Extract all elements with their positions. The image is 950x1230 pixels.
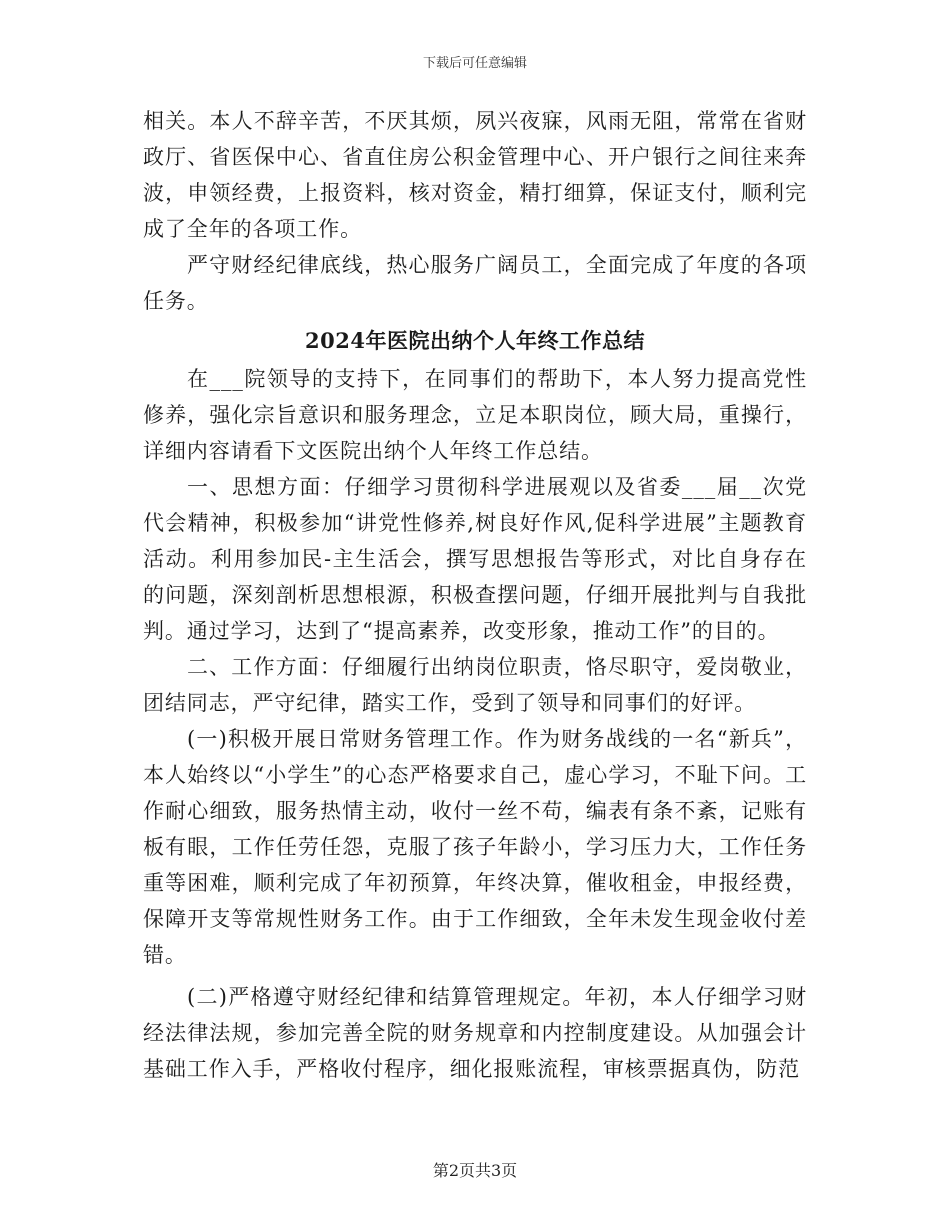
document-body (143, 103, 807, 1087)
paragraph-ideology: 一、思想方面：仔细学习贯彻科学进展观以及省委___届__次党代会精神，积极参加“讲党性修养,树良好作风,促科学进展”主题教育活动。利用参加民-主生活会，撰写思想报告等形式，对比自身存在的问题，深刻剖析思想根源，积极查摆问题，仔细开展批判与自我批判。通过学习，达到了“提高素养，改变形象，推动工作”的目的。 (143, 475, 807, 643)
page-header: 下载后可任意编辑 (422, 56, 527, 71)
paragraph-continuation: 相关。本人不辞辛苦，不厌其烦，夙兴夜寐，风雨无阻，常常在省财政厅、省医保中心、省直住房公积金管理中心、开户银行之间往来奔波，申领经费，上报资料，核对资金，精打细算，保证支付，顺利完成了全年的各项工作。 (143, 109, 807, 241)
paragraph-daily-management: (一)积极开展日常财务管理工作。作为财务战线的一名“新兵”，本人始终以“小学生”的心态严格要求自己，虚心学习，不耻下问。工作耐心细致，服务热情主动，收付一丝不苟，编表有条不紊，记账有板有眼，工作任劳任怨，克服了孩子年龄小，学习压力大，工作任务重等困难，顺利完成了年初预算，年终决算，催收租金，申报经费，保障开支等常规性财务工作。由于工作细致，全年未发生现金收付差错。 (143, 727, 807, 967)
paragraph-work: 二、工作方面：仔细履行出纳岗位职责，恪尽职守，爱岗敬业，团结同志，严守纪律，踏实工作，受到了领导和同事们的好评。 (143, 655, 807, 715)
paragraph-financial-discipline: (二)严格遵守财经纪律和结算管理规定。年初，本人仔细学习财经法律法规，参加完善全院的财务规章和内控制度建设。从加强会计基础工作入手，严格收付程序，细化报账流程，审核票据真伪，防范 (143, 985, 807, 1081)
page-number: 第2页共3页 (432, 1161, 518, 1180)
section-title: 2024年医院出纳个人年终工作总结 (305, 328, 645, 353)
paragraph-summary: 严守财经纪律底线，热心服务广阔员工，全面完成了年度的各项任务。 (143, 253, 807, 313)
paragraph-intro: 在___院领导的支持下，在同事们的帮助下，本人努力提高党性修养，强化宗旨意识和服务理念，立足本职岗位，顾大局，重操行，详细内容请看下文医院出纳个人年终工作总结。 (143, 367, 807, 463)
